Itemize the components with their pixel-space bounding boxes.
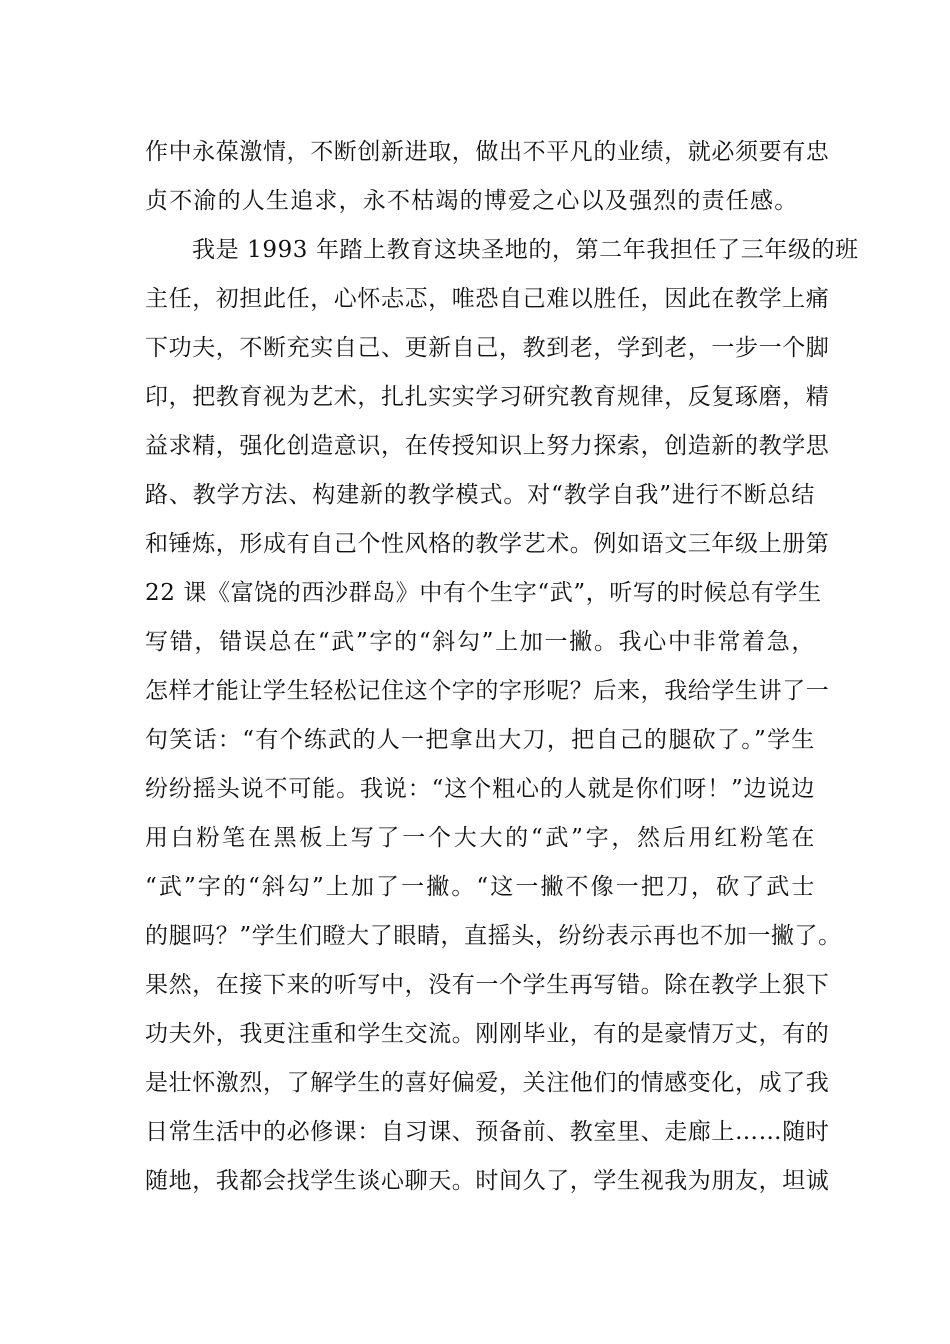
text-line: 句笑话：“有个练武的人一把拿出大刀，把自己的腿砍了。”学生	[145, 727, 815, 753]
text-line: 印，把教育视为艺术，扎扎实实学习研究教育规律，反复琢磨，精	[145, 384, 830, 410]
text-line: 怎样才能让学生轻松记住这个字的字形呢？后来，我给学生讲了一	[145, 678, 830, 704]
text-line: 的腿吗？”学生们瞪大了眼睛，直摇头，纷纷表示再也不加一撇了。	[145, 923, 842, 949]
text-line: 和锤炼，形成有自己个性风格的教学艺术。例如语文三年级上册第	[145, 531, 830, 557]
body-text	[145, 128, 859, 1206]
text-line: 纷纷摇头说不可能。我说：“这个粗心的人就是你们呀！”边说边	[145, 776, 815, 802]
text-line: 下功夫，不断充实自己、更新自己，教到老，学到老，一步一个脚	[145, 335, 830, 361]
text-line: 功夫外，我更注重和学生交流。刚刚毕业，有的是豪情万丈，有的	[145, 1021, 830, 1047]
text-line: 日常生活中的必修课：自习课、预备前、教室里、走廊上……随时	[145, 1119, 830, 1145]
text-line: 用白粉笔在黑板上写了一个大大的“武”字，然后用红粉笔在	[145, 825, 815, 851]
text-line: 果然，在接下来的听写中，没有一个学生再写错。除在教学上狠下	[145, 972, 830, 998]
text-line: 随地，我都会找学生谈心聊天。时间久了，学生视我为朋友，坦诚	[145, 1168, 830, 1194]
text-line: 22 课《富饶的西沙群岛》中有个生字“武”，听写的时候总有学生	[145, 580, 822, 606]
text-line: 贞不渝的人生追求，永不枯竭的博爱之心以及强烈的责任感。	[145, 188, 799, 214]
text-line: 益求精，强化创造意识，在传授知识上努力探索，创造新的教学思	[145, 433, 830, 459]
text-line: 路、教学方法、构建新的教学模式。对“教学自我”进行不断总结	[145, 482, 815, 508]
paragraph-first-line: 我是 1993 年踏上教育这块圣地的，第二年我担任了三年级的班	[192, 237, 859, 263]
text-line: “武”字的“斜勾”上加了一撇。“这一撇不像一把刀，砍了武士	[145, 874, 815, 900]
text-line: 主任，初担此任，心怀忐忑，唯恐自己难以胜任，因此在教学上痛	[145, 286, 830, 312]
text-line: 作中永葆激情，不断创新进取，做出不平凡的业绩，就必须要有忠	[145, 139, 830, 165]
text-line: 写错，错误总在“武”字的“斜勾”上加一撇。我心中非常着急，	[145, 629, 815, 655]
text-line: 是壮怀激烈，了解学生的喜好偏爱，关注他们的情感变化，成了我	[145, 1070, 830, 1096]
